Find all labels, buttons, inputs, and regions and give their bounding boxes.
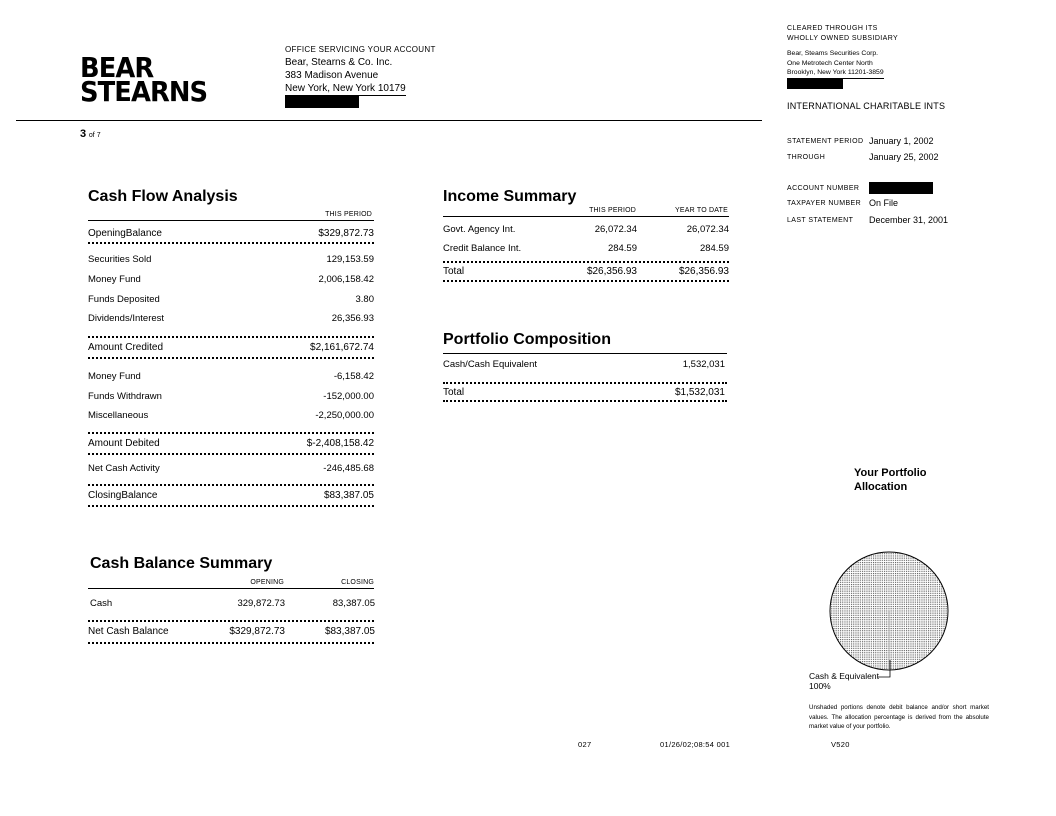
taxpayer-label: TAXPAYER NUMBER xyxy=(787,200,862,207)
office-address-2: New York, New York 10179 xyxy=(285,83,406,94)
corp-address-1: One Metrotech Center North xyxy=(787,59,873,67)
through-label: THROUGH xyxy=(787,154,826,161)
corp-address-2: Brooklyn, New York 11201-3859 xyxy=(787,68,884,79)
logo-line-2: STEARNS xyxy=(80,75,208,108)
cash-balance-title: Cash Balance Summary xyxy=(90,555,273,572)
redaction-bar xyxy=(787,79,843,89)
dotted-rule xyxy=(88,357,374,359)
cleared-line-1: CLEARED THROUGH ITS xyxy=(787,25,878,32)
statement-period-value: January 1, 2002 xyxy=(869,136,934,146)
logo-line-1: BEAR xyxy=(80,51,154,84)
dotted-rule xyxy=(88,432,374,434)
header-rule xyxy=(16,120,762,121)
dotted-rule xyxy=(88,242,374,244)
dotted-rule xyxy=(88,336,374,338)
through-value: January 25, 2002 xyxy=(869,152,939,162)
office-address-1: 383 Madison Avenue xyxy=(285,70,379,81)
income-col-ytd: YEAR TO DATE xyxy=(675,207,728,214)
statement-period-label: STATEMENT PERIOD xyxy=(787,138,864,145)
dotted-rule xyxy=(88,505,374,507)
redaction-bar xyxy=(285,96,359,108)
dotted-rule xyxy=(88,620,374,622)
footer-code-2: V520 xyxy=(831,740,850,749)
footer-timestamp: 01/26/02;08:54 001 xyxy=(660,740,731,749)
dotted-rule xyxy=(443,280,729,282)
allocation-title: Your Portfolio Allocation xyxy=(854,467,927,493)
income-col-this-period: THIS PERIOD xyxy=(589,207,636,214)
account-name: INTERNATIONAL CHARITABLE INTS xyxy=(787,101,946,111)
dotted-rule xyxy=(88,642,374,644)
dotted-rule xyxy=(443,261,729,263)
last-statement-value: December 31, 2001 xyxy=(869,215,949,225)
section-rule xyxy=(88,588,374,589)
portfolio-composition-title: Portfolio Composition xyxy=(443,331,611,348)
office-name: Bear, Stearns & Co. Inc. xyxy=(285,57,393,68)
pie-leader-line xyxy=(878,660,892,680)
cash-flow-title: Cash Flow Analysis xyxy=(88,188,238,205)
corp-name: Bear, Steams Securities Corp. xyxy=(787,50,879,57)
cleared-line-2: WHOLLY OWNED SUBSIDIARY xyxy=(787,34,899,42)
section-rule xyxy=(443,216,729,217)
allocation-pie-chart xyxy=(829,551,949,671)
footer-code-1: 027 xyxy=(578,740,592,749)
dotted-rule xyxy=(443,382,727,384)
last-statement-label: LAST STATEMENT xyxy=(787,217,854,224)
redaction-bar xyxy=(869,182,933,194)
cash-balance-col-closing: CLOSING xyxy=(341,579,374,586)
pie-label: Cash & Equivalent 100% xyxy=(809,671,879,691)
section-rule xyxy=(443,353,727,354)
allocation-disclaimer: Unshaded portions denote debit balance and/or short market values. The allocation percentage is derived from the absolute market value of your portfolio. xyxy=(809,704,989,730)
office-label: OFFICE SERVICING YOUR ACCOUNT xyxy=(285,45,436,54)
dotted-rule xyxy=(443,400,727,402)
cash-balance-col-opening: OPENING xyxy=(250,579,284,586)
office-block xyxy=(285,43,436,108)
cash-flow-col-header: THIS PERIOD xyxy=(325,211,372,218)
income-summary-title: Income Summary xyxy=(443,188,577,205)
section-rule xyxy=(88,220,374,221)
account-number-label: ACCOUNT NUMBER xyxy=(787,185,860,192)
page-number: 3 of 7 xyxy=(80,128,101,140)
dotted-rule xyxy=(88,453,374,455)
dotted-rule xyxy=(88,484,374,486)
bear-stearns-logo xyxy=(80,51,208,108)
clearing-block xyxy=(787,24,987,89)
taxpayer-value: On File xyxy=(869,198,899,208)
